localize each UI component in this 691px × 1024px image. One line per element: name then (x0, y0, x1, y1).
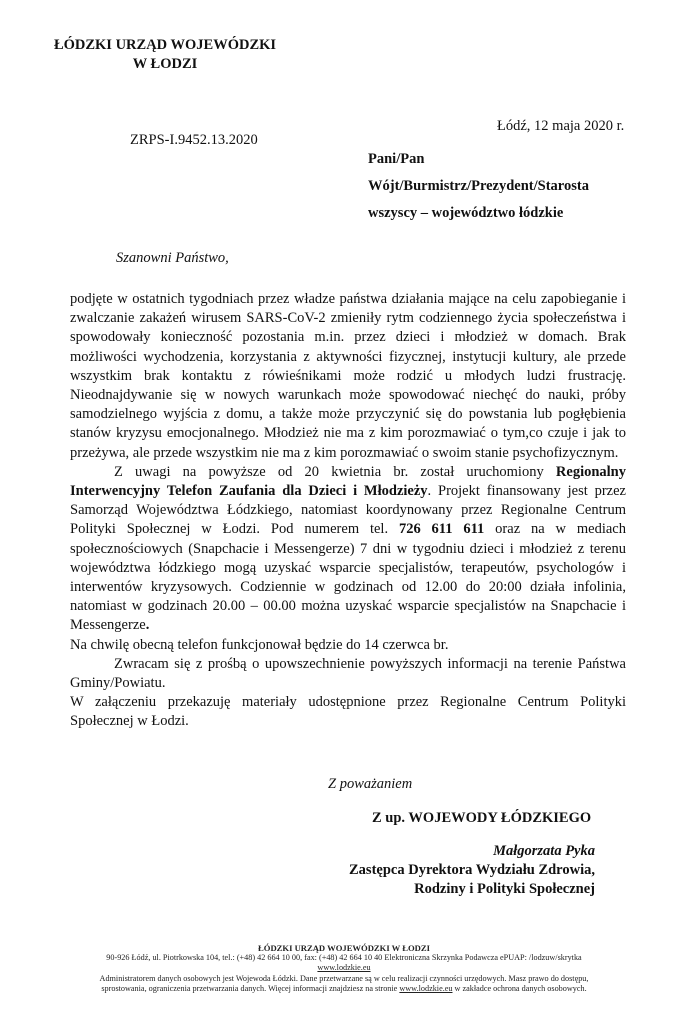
body-text-period: . (145, 617, 150, 634)
page-footer (84, 943, 604, 994)
salutation: Szanowni Państwo, (116, 250, 229, 266)
closing-phrase: Z poważaniem (328, 776, 413, 792)
issuer-line-2: W ŁODZI (132, 56, 198, 72)
body-paragraph-5: W załączeniu przekazuję materiały udostępnione przez Regionalne Centrum Polityki Społecznej w Łodzi. (70, 694, 626, 730)
body-paragraph-1: podjęte w ostatnich tygodniach przez władze państwa działania mające na celu zapobieganie i zwalczanie zakażeń wirusem SARS-CoV-2 zmieniły rytm codziennego życia społeczeństwa i spowodowały konieczność pozostania m.in. przez dzieci i młodzież w domach. Brak możliwości wychodzenia, korzystania z aktywności fizycznej, instytucji kultury, ale przede wszystkim brak kontaktu z rówieśnikami może rodzić u młodych ludzi frustrację. Nieodnajdywanie się w nowych warunkach może spowodować niechęć do nauki, próby samodzielnego wyjścia z domu, a także może przyczynić się do powstania lub pogłębienia stanów kryzysu emocjonalnego. Młodzież nie ma z kim porozmawiać o tym,co czuje i jak to przeżywa, ale przede wszystkim nie ma z kim porozmawiać o swoim stanie psychofizycznym. (70, 291, 626, 461)
issuer-heading (0, 36, 330, 74)
body-paragraph-3: Na chwilę obecną telefon funkcjonował będzie do 14 czerwca br. (70, 636, 449, 653)
recipient-block (368, 146, 589, 227)
recipient-line-2: Wójt/Burmistrz/Prezydent/Starosta (368, 178, 589, 194)
footer-privacy-line-1: Administratorem danych osobowych jest Wojewoda Łódzki. Dane przetwarzane są w celu realizacji czynności urzędowych. Masz prawo do dostępu, (99, 973, 589, 983)
body-text: Z uwagi na powyższe od 20 kwietnia br. został uruchomiony (114, 463, 556, 480)
letter-date: Łódź, 12 maja 2020 r. (497, 118, 625, 134)
letter-body (70, 290, 626, 732)
signing-authority: Z up. WOJEWODY ŁÓDZKIEGO (372, 810, 592, 826)
footer-privacy-line-2 (84, 984, 604, 994)
footer-title: ŁÓDZKI URZĄD WOJEWÓDZKI W ŁODZI (258, 943, 430, 953)
footer-privacy-link[interactable]: www.lodzkie.eu (399, 983, 453, 993)
footer-website-link[interactable]: www.lodzkie.eu (317, 963, 371, 973)
body-text: oraz na w mediach społecznościowych (Snapchacie i Messengerze) 7 dni w tygodniu dzieci i młodzież z terenu województwa łódzkiego mogą uzyskać wsparcie specjalistów, terapeutów, psychologów i interwentów kryzysowych. Codziennie w godzinach od 12.00 do 20:00 działa infolinia, natomiast w godzinach 20.00 – 00.00 można uzyskać wsparcie specjalistów na Snapchacie i Messengerze (70, 521, 626, 634)
signer-block (320, 842, 595, 899)
footer-privacy-text: w zakładce ochrona danych osobowych. (452, 983, 587, 993)
issuer-line-1: ŁÓDZKI URZĄD WOJEWÓDZKI (53, 37, 277, 53)
signer-title-line-2: Rodziny i Polityki Społecznej (414, 881, 595, 897)
body-paragraph-4: Zwracam się z prośbą o upowszechnienie powyższych informacji na terenie Państwa Gminy/Powiatu. (70, 655, 626, 692)
body-text: . Projekt finansowany jest przez Samorząd Województwa Łódzkiego, natomiast koordynowany przez Regionalne Centrum Polityki Społecznej w Łodzi. Pod numerem tel. (70, 483, 626, 538)
reference-number: ZRPS-I.9452.13.2020 (130, 132, 258, 148)
footer-privacy-text: sprostowania, ograniczenia przetwarzania danych. Więcej informacji znajdziesz na stronie (101, 983, 400, 993)
body-paragraph-2 (70, 463, 626, 636)
footer-address: 90-926 Łódź, ul. Piotrkowska 104, tel.: (+48) 42 664 10 00, fax: (+48) 42 664 10 40 Elektroniczna Skrzynka Podawcza ePUAP: /lodzuw/skrytka (106, 953, 582, 963)
signer-name: Małgorzata Pyka (493, 843, 595, 859)
recipient-line-1: Pani/Pan (368, 151, 425, 167)
signer-title-line-1: Zastępca Dyrektora Wydziału Zdrowia, (349, 862, 595, 878)
helpline-name: Regionalny Interwencyjny Telefon Zaufania dla Dzieci i Młodzieży (70, 463, 626, 500)
recipient-line-3: wszyscy – województwo łódzkie (368, 205, 564, 221)
helpline-phone-number: 726 611 611 (398, 521, 485, 538)
